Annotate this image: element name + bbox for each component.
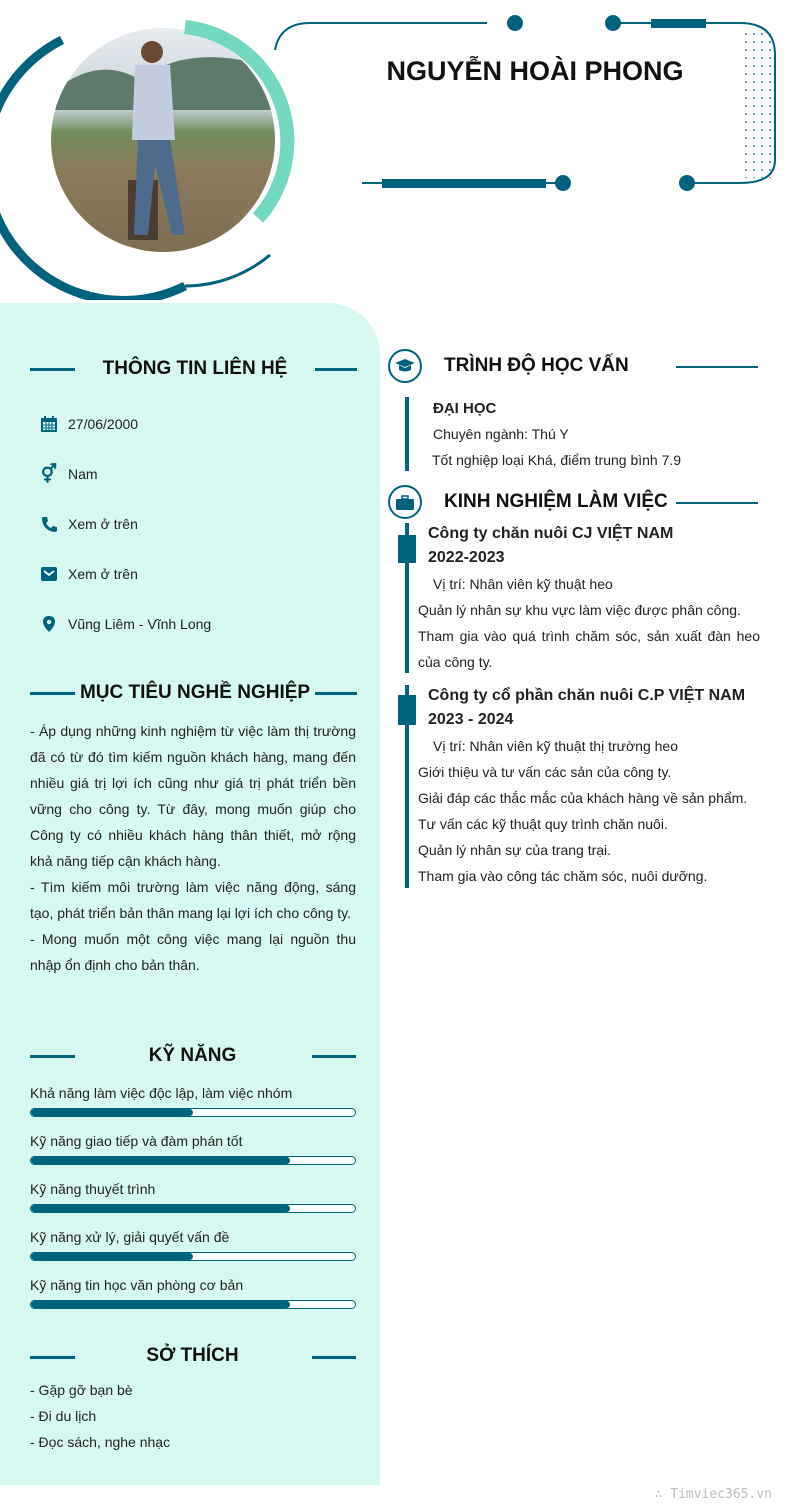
contact-gender: ⚥ Nam [38, 464, 98, 484]
job-duty: Giải đáp các thắc mắc của khách hàng về sản phẩm. [418, 790, 748, 806]
skill-bar [30, 1108, 356, 1117]
skill-item [30, 1229, 356, 1261]
hobby-item: - Đọc sách, nghe nhạc [30, 1434, 171, 1450]
skill-label: Kỹ năng xử lý, giải quyết vấn đề [30, 1229, 230, 1245]
job-duty: Tham gia vào quá trình chăm sóc, sản xuất đàn heo của công ty. [418, 628, 760, 670]
job-period: 2022-2023 [428, 549, 505, 566]
skill-bar [30, 1204, 356, 1213]
skill-item [30, 1133, 356, 1165]
skill-label: Kỹ năng thuyết trình [30, 1181, 156, 1197]
skill-bar-fill [31, 1109, 193, 1116]
skill-bar [30, 1300, 356, 1309]
contact-location: Vũng Liêm - Vĩnh Long [38, 614, 211, 634]
skill-item [30, 1085, 356, 1117]
watermark: ∴ Timviec365.vn [654, 1487, 772, 1502]
hobby-item: - Đi du lịch [30, 1408, 97, 1424]
candidate-name: NGUYỄN HOÀI PHONG [386, 56, 684, 86]
skill-bar-fill [31, 1253, 193, 1260]
job-duty: Quản lý nhân sự của trang trại. [418, 842, 612, 858]
skill-bar-fill [31, 1157, 290, 1164]
experience-title: KINH NGHIỆM LÀM VIỆC [444, 491, 668, 512]
education-degree: ĐẠI HỌC [433, 400, 497, 417]
job-duty: Tham gia vào công tác chăm sóc, nuôi dưỡng. [418, 868, 708, 884]
graduation-cap-icon [388, 349, 422, 383]
skill-label: Khả năng làm việc độc lập, làm việc nhóm [30, 1085, 293, 1101]
objective-text: - Áp dụng những kinh nghiệm từ việc làm thị trường đã có từ đó tìm kiếm nguồn khách hàng, mang đến nhiều giá trị lợi ích cũng như giá trị phát triển bền vững cho công ty. Từ đây, mong muốn giúp cho Công ty có nhiều khách hàng thân thiết, mở rộng khả năng tiếp cận khách hàng. - Tìm kiếm môi trường làm việc năng động, sáng tạo, phát triển bản thân mang lại lợi ích cho công ty. - Mong muốn một công việc mang lại nguồn thu nhập ổn định cho bản thân. [30, 723, 356, 973]
gender-icon: ⚥ [40, 463, 58, 484]
job-position: Vị trí: Nhân viên kỹ thuật heo [433, 576, 613, 592]
objective-title: MỤC TIÊU NGHỀ NGHIỆP [79, 682, 311, 703]
contact-title: THÔNG TIN LIÊN HỆ [102, 358, 288, 379]
hobbies-title: SỞ THÍCH [146, 1345, 239, 1366]
skill-bar [30, 1156, 356, 1165]
education-major: Chuyên ngành: Thú Y [433, 426, 569, 442]
job-company: Công ty cổ phần chăn nuôi C.P VIỆT NAM [428, 687, 746, 704]
job-duty: Tư vấn các kỹ thuật quy trình chăn nuôi. [418, 816, 668, 832]
job-period: 2023 - 2024 [428, 711, 514, 728]
skill-bar-fill [31, 1205, 290, 1212]
briefcase-icon [388, 485, 422, 519]
location-icon [38, 614, 60, 634]
hobby-item: - Gặp gỡ bạn bè [30, 1382, 133, 1398]
skill-label: Kỹ năng giao tiếp và đàm phán tốt [30, 1133, 243, 1149]
skills-title: KỸ NĂNG [148, 1045, 237, 1066]
skill-item [30, 1181, 356, 1213]
contact-birthday: 27/06/2000 [38, 414, 138, 434]
skill-bar [30, 1252, 356, 1261]
calendar-icon [38, 414, 60, 434]
skill-label: Kỹ năng tin học văn phòng cơ bản [30, 1277, 244, 1293]
education-result: Tốt nghiệp loại Khá, điểm trung bình 7.9 [432, 452, 682, 468]
education-title: TRÌNH ĐỘ HỌC VẤN [444, 355, 629, 376]
job-position: Vị trí: Nhân viên kỹ thuật thị trường heo [433, 738, 679, 754]
email-icon [38, 564, 60, 584]
contact-email: Xem ở trên [38, 564, 138, 584]
job-company: Công ty chăn nuôi CJ VIỆT NAM [428, 525, 674, 542]
phone-icon [38, 514, 60, 534]
skill-item [30, 1277, 356, 1309]
job-duty: Quản lý nhân sự khu vực làm việc được phân công. [418, 602, 741, 618]
contact-phone: Xem ở trên [38, 514, 138, 534]
header-decoration [0, 0, 800, 300]
skill-bar-fill [31, 1301, 290, 1308]
job-duty: Giới thiệu và tư vấn các sản của công ty. [418, 764, 672, 780]
